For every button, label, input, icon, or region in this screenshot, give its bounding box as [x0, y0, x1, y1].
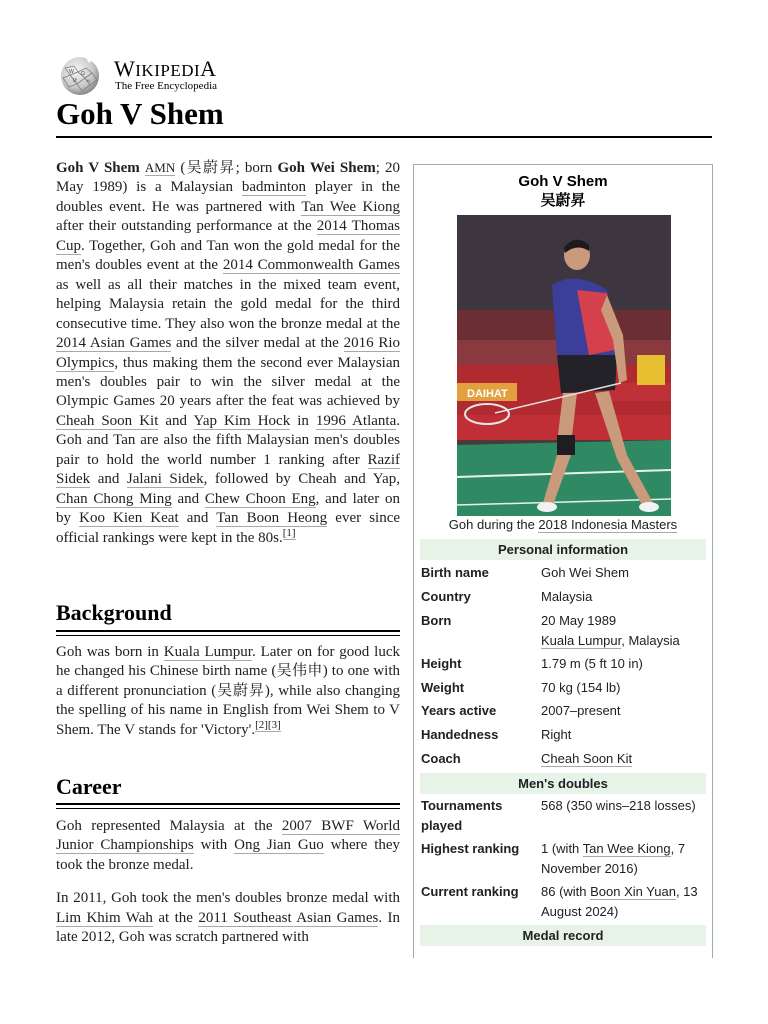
chan-chong-ming-link[interactable]: Chan Chong Ming: [56, 490, 172, 507]
infobox: Goh V Shem 吴蔚昇 DAIHAT Goh during the 2018 Indonesia Masters Personal information Birth name Goh Wei Shem Country Malaysia Born 20 May 1989 Kuala Lumpur, Malaysia Height 1.79 m (5 ft 10 in) Weight 70 kg (154 lb) Years active 2007–present Handedness Right Coach Cheah Soon Kit Men's doubles Tournaments played 568 (350 wins–218 losses) Highest ranking 1 (with Tan Wee Kiong, 7 November 2016) Current ranking 86 (with Boon Xin Yuan, 13 August 2024) Medal record: [413, 164, 713, 958]
svg-text:ש: ש: [87, 78, 91, 84]
tan-boon-heong-link[interactable]: Tan Boon Heong: [216, 510, 328, 527]
infobox-name: Goh V Shem: [518, 173, 608, 190]
asian-games-link[interactable]: 2014 Asian Games: [56, 335, 172, 352]
indonesia-masters-link[interactable]: 2018 Indonesia Masters: [538, 517, 678, 532]
wikipedia-tagline: The Free Encyclopedia: [115, 80, 218, 92]
highest-ranking-partner-link[interactable]: Tan Wee Kiong: [582, 841, 671, 856]
title-divider: [56, 136, 712, 138]
coach-link[interactable]: Cheah Soon Kit: [541, 751, 633, 766]
amn-link[interactable]: AMN: [144, 160, 176, 175]
sea-games-link[interactable]: 2011 Southeast Asian Games: [198, 909, 379, 926]
lim-khim-wah-link[interactable]: Lim Khim Wah: [56, 909, 153, 926]
player-photo[interactable]: [457, 215, 671, 516]
background-paragraph: Goh was born in Kuala Lumpur. Later on for good luck he changed his Chinese birth name (吴伟申) to one with a different pronunciation (吴蔚昇), while also changing the spelling of his name in English from Wei Shem to V Shem. The V stands for 'Victory'.[2][3]: [56, 644, 400, 738]
rio-olympics-link[interactable]: 2016 Rio Olympics: [56, 335, 400, 371]
bwf-junior-link[interactable]: 2007 BWF World Junior Championships: [56, 818, 401, 854]
background-divider: [56, 630, 400, 636]
svg-text:И: И: [73, 78, 77, 84]
photo-caption: Goh during the 2018 Indonesia Masters: [448, 517, 678, 532]
koo-kien-keat-link[interactable]: Koo Kien Keat: [79, 510, 179, 527]
subject-name: Goh V Shem: [56, 160, 140, 176]
reference-3[interactable]: [3]: [267, 718, 281, 731]
career-divider: [56, 803, 400, 809]
career-section: [56, 817, 400, 948]
infobox-title: [414, 172, 712, 210]
badminton-link[interactable]: badminton: [241, 179, 306, 196]
mens-doubles-header: Men's doubles: [420, 773, 706, 794]
career-paragraph-2: In 2011, Goh took the men's doubles bronze medal with Lim Khim Wah at the 2011 Southeast Asian Games. In late 2012, Goh was scratch partnered with: [56, 890, 401, 946]
career-paragraph-1: Goh represented Malaysia at the 2007 BWF World Junior Championships with Ong Jian Guo where they took the bronze medal.: [56, 818, 401, 873]
wikipedia-globe-icon: [56, 54, 104, 96]
lead-section: [56, 158, 400, 548]
current-ranking-partner-link[interactable]: Boon Xin Yuan: [590, 884, 676, 899]
kuala-lumpur-link[interactable]: Kuala Lumpur: [163, 644, 252, 660]
chew-choon-eng-link[interactable]: Chew Choon Eng: [204, 490, 316, 507]
razif-sidek-link[interactable]: Razif Sidek: [56, 451, 400, 488]
atlanta-link[interactable]: 1996 Atlanta: [315, 412, 397, 429]
cheah-soon-kit-link[interactable]: Cheah Soon Kit: [56, 412, 159, 429]
birthplace-link[interactable]: Kuala Lumpur: [541, 633, 622, 648]
personal-info-header: Personal information: [420, 539, 706, 560]
thomas-cup-link[interactable]: 2014 Thomas Cup: [56, 218, 400, 254]
yap-kim-hock-link[interactable]: Yap Kim Hock: [193, 412, 291, 429]
commonwealth-games-link[interactable]: 2014 Commonwealth Games: [222, 257, 400, 274]
birth-name: Goh Wei Shem: [277, 160, 376, 176]
svg-text:W: W: [69, 69, 74, 75]
background-section: [56, 643, 400, 740]
page-title: Goh V Shem: [56, 96, 224, 131]
svg-text:DAIHAT: DAIHAT: [467, 388, 508, 400]
medal-record-header[interactable]: Medal record: [420, 925, 706, 946]
tan-wee-kiong-link[interactable]: Tan Wee Kiong: [301, 198, 400, 215]
ong-jian-guo-link[interactable]: Ong Jian Guo: [234, 837, 324, 854]
reference-1[interactable]: [1]: [282, 526, 296, 539]
birth-date: 20 May 1989: [541, 613, 617, 628]
wikipedia-logo[interactable]: [56, 54, 256, 96]
svg-text:Ω: Ω: [81, 71, 85, 77]
infobox-chinese-name: 吴蔚昇: [540, 192, 586, 209]
career-heading: Career: [56, 774, 122, 799]
lead-paragraph: Goh V Shem AMN (吴蔚昇; born Goh Wei Shem; 20 May 1989) is a Malaysian badminton player in the doubles event. He was partnered with Tan Wee Kiong after their outstanding performance at the 2014 Thomas Cup. Together, Goh and Tan won the gold medal for the men's doubles event at the 2014 Commonwealth Games as well as all their matches in the mixed team event, helping Malaysia retain the gold medal for the third consecutive time. They also won the bronze medal at the 2014 Asian Games and the silver medal at the 2016 Rio Olympics, thus making them the second ever Malaysian men's doubles pair to win the silver medal at the Olympic Games 20 years after the feat was achieved by Cheah Soon Kit and Yap Kim Hock in 1996 Atlanta. Goh and Tan are also the fifth Malaysian men's doubles pair to hold the world number 1 ranking after Razif Sidek and Jalani Sidek, followed by Cheah and Yap, Chan Chong Ming and Chew Choon Eng, and later on by Koo Kien Keat and Tan Boon Heong ever since official rankings were kept in the 80s.[1]: [56, 160, 401, 546]
background-heading: Background: [56, 600, 172, 625]
jalani-sidek-link[interactable]: Jalani Sidek: [126, 471, 204, 488]
reference-2[interactable]: [2]: [255, 718, 268, 731]
wikipedia-wordmark: WIKIPEDIA: [114, 56, 217, 81]
